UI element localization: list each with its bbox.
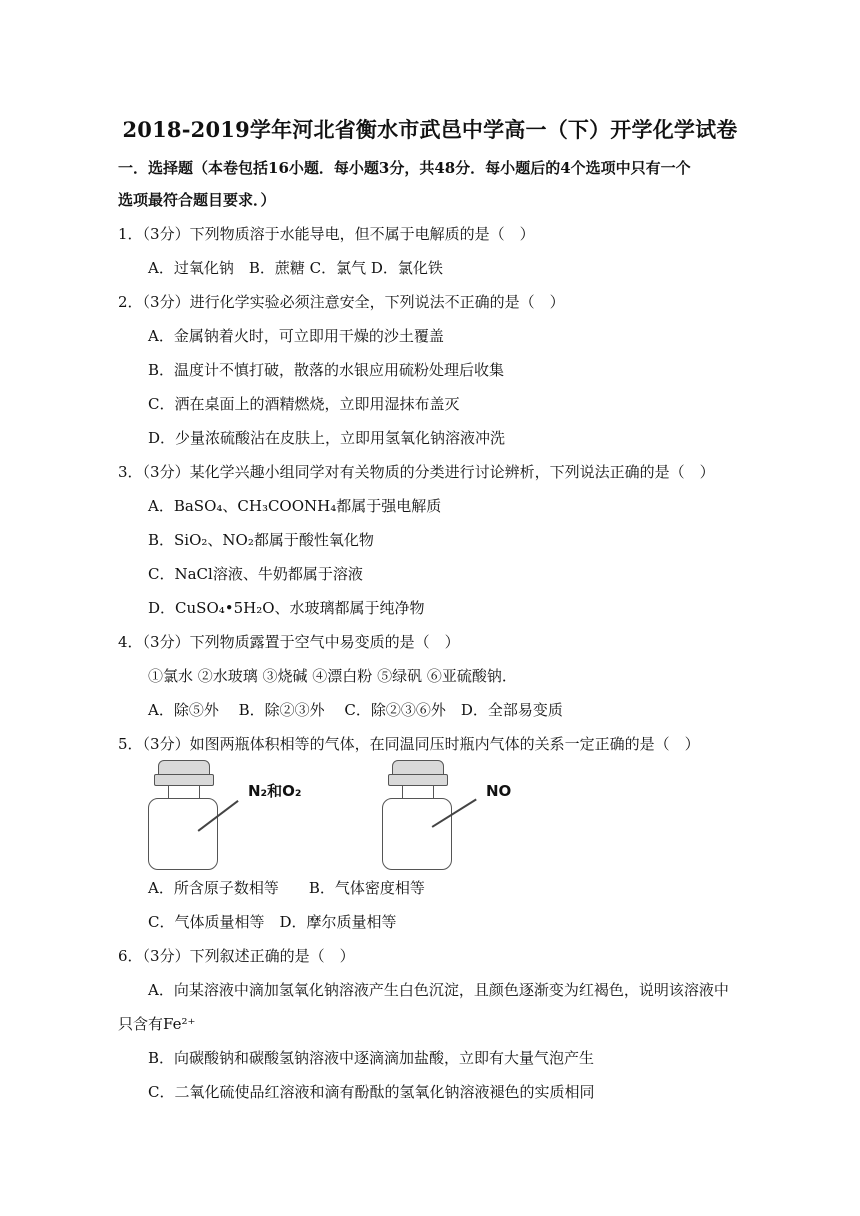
question-3-option-d: D．CuSO₄•5H₂O、水玻璃都属于纯净物 <box>148 599 425 617</box>
bottle-body <box>148 798 218 870</box>
question-2-option-d: D．少量浓硫酸沾在皮肤上，立即用氢氧化钠溶液冲洗 <box>148 429 506 447</box>
question-4-items: ①氯水 ②水玻璃 ③烧碱 ④漂白粉 ⑤绿矾 ⑥亚硫酸钠． <box>148 667 517 685</box>
bottle-stopper-base <box>154 774 214 786</box>
question-6-option-c: C．二氧化硫使品红溶液和滴有酚酞的氢氧化钠溶液褪色的实质相同 <box>148 1083 595 1101</box>
bottle-body <box>382 798 452 870</box>
gas-bottle-figure-2 <box>382 760 562 872</box>
question-1-stem: 1．（3分）下列物质溶于水能导电，但不属于电解质的是（ ） <box>118 225 535 243</box>
question-1-options: A．过氧化钠 B．蔗糖 C．氯气 D．氯化铁 <box>148 259 443 277</box>
section-heading-line-2: 选项最符合题目要求．） <box>118 191 276 209</box>
question-6-option-a-line-2: 只含有Fe²⁺ <box>118 1015 196 1033</box>
exam-title: 2018-2019学年河北省衡水市武邑中学高一（下）开学化学试卷 <box>122 117 738 142</box>
question-3-option-c: C．NaCl溶液、牛奶都属于溶液 <box>148 565 363 583</box>
question-6-option-a-line-1: A．向某溶液中滴加氢氧化钠溶液产生白色沉淀，且颜色逐渐变为红褐色，说明该溶液中 <box>148 981 729 999</box>
question-2-option-a: A．金属钠着火时，可立即用干燥的沙土覆盖 <box>148 327 444 345</box>
bottle-label: N₂和O₂ <box>248 782 302 800</box>
bottle-stopper-base <box>388 774 448 786</box>
section-heading-line-1: 一．选择题（本卷包括16小题．每小题3分，共48分．每小题后的4个选项中只有一个 <box>118 159 691 177</box>
question-3-option-a: A．BaSO₄、CH₃COONH₄都属于强电解质 <box>148 497 442 515</box>
question-2-option-b: B．温度计不慎打破，散落的水银应用硫粉处理后收集 <box>148 361 505 379</box>
question-6-stem: 6．（3分）下列叙述正确的是（ ） <box>118 947 355 965</box>
question-6-option-b: B．向碳酸钠和碳酸氢钠溶液中逐滴滴加盐酸，立即有大量气泡产生 <box>148 1049 595 1067</box>
question-4-stem: 4．（3分）下列物质露置于空气中易变质的是（ ） <box>118 633 460 651</box>
question-2-option-c: C．洒在桌面上的酒精燃烧，立即用湿抹布盖灭 <box>148 395 460 413</box>
question-4-options: A．除⑤外 B．除②③外 C．除②③⑥外 D．全部易变质 <box>148 701 563 719</box>
bottle-label: NO <box>486 782 512 800</box>
question-5-options-line-1: A．所含原子数相等 B．气体密度相等 <box>148 879 425 897</box>
question-5-options-line-2: C．气体质量相等 D．摩尔质量相等 <box>148 913 397 931</box>
question-3-stem: 3．（3分）某化学兴趣小组同学对有关物质的分类进行讨论辨析，下列说法正确的是（ ） <box>118 463 715 481</box>
question-3-option-b: B．SiO₂、NO₂都属于酸性氧化物 <box>148 531 374 549</box>
question-2-stem: 2．（3分）进行化学实验必须注意安全，下列说法不正确的是（ ） <box>118 293 565 311</box>
gas-bottle-figure-1 <box>148 760 328 872</box>
question-5-stem: 5．（3分）如图两瓶体积相等的气体，在同温同压时瓶内气体的关系一定正确的是（ ） <box>118 735 700 753</box>
